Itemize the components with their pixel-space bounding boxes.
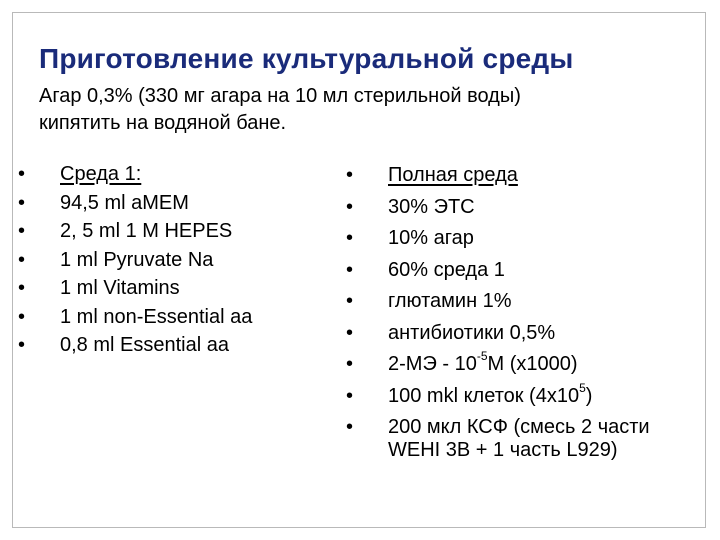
list-item-text: 60% среда 1 (388, 258, 505, 281)
bullet-icon: • (346, 416, 354, 438)
list-item (18, 303, 253, 332)
exponent: -5 (476, 349, 488, 364)
item-text-part: 2-МЭ - 10 (388, 353, 477, 375)
bullet-icon: • (18, 277, 26, 299)
intro-line-1: Агар 0,3% (330 мг агара на 10 мл стерильной воды) (39, 85, 521, 107)
bullet-icon: • (346, 258, 354, 281)
list-item (18, 189, 252, 218)
item-text-part: М (х1000) (487, 353, 578, 375)
bullet-icon: • (18, 220, 26, 242)
list-item (346, 286, 684, 318)
list-item (346, 223, 684, 255)
list-item (346, 160, 684, 192)
complete-medium-list (346, 160, 684, 462)
bullet-icon: • (346, 164, 354, 186)
complete-medium-heading: Полная среда (388, 164, 518, 186)
intro-line-2: кипятить на водяной бане. (39, 112, 287, 134)
list-item-text: 94,5 ml aMEM (60, 191, 189, 214)
list-item-text: 2, 5 ml 1 M HEPES (60, 220, 233, 242)
list-item-text: 200 мкл КСФ (смесь 2 части WEHI 3B + 1 часть L929) (388, 416, 650, 461)
bullet-icon: • (346, 195, 354, 218)
list-item (346, 192, 684, 224)
list-item (346, 412, 684, 462)
item-text-part: ) (585, 384, 593, 407)
bullet-icon: • (346, 353, 354, 375)
list-item-text: 30% ЭТС (388, 195, 475, 218)
item-text-part: 100 mkl клеток (4х10 (388, 384, 580, 407)
list-item-text: антибиотики 0,5% (388, 321, 556, 344)
list-item (18, 217, 252, 246)
slide-title: Приготовление культуральной среды (39, 43, 574, 74)
medium-1-list (18, 160, 253, 360)
bullet-icon: • (346, 227, 354, 249)
list-item (18, 160, 252, 189)
bullet-icon: • (18, 334, 26, 356)
list-item-text: 1 ml Vitamins (60, 277, 180, 299)
bullet-icon: • (346, 321, 354, 344)
exponent: 5 (579, 380, 586, 395)
mercaptoethanol-item (388, 349, 578, 375)
list-item (18, 331, 252, 360)
list-item-text: 0,8 ml Essential aa (60, 334, 229, 356)
list-item-text: 1 ml Pyruvate Na (60, 248, 214, 271)
bullet-icon: • (346, 384, 354, 407)
bullet-icon: • (18, 191, 26, 214)
list-item (18, 246, 252, 275)
bullet-icon: • (18, 248, 26, 271)
list-item-text: 10% агар (388, 227, 474, 249)
list-item (346, 255, 684, 287)
list-item-text: 1 ml non-Essential aa (60, 305, 253, 328)
list-item (346, 318, 684, 350)
medium-1-heading: Среда 1: (60, 163, 142, 185)
bullet-icon: • (18, 305, 26, 328)
bullet-icon: • (346, 290, 354, 312)
list-item-text: глютамин 1% (388, 290, 512, 312)
list-item (346, 349, 684, 381)
bullet-icon: • (18, 163, 26, 185)
list-item (346, 380, 684, 413)
cells-item (388, 380, 593, 407)
list-item (18, 274, 252, 303)
intro-text (39, 83, 689, 137)
